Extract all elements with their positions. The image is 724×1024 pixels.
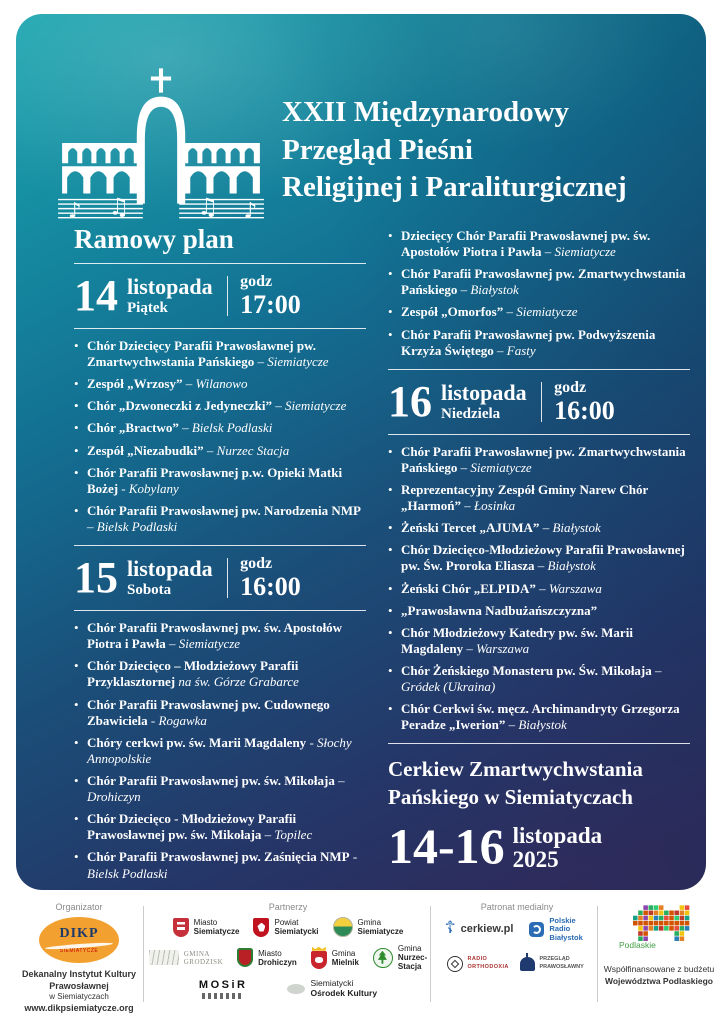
funding-line: Województwa Podlaskiego bbox=[605, 975, 713, 986]
ensemble-location: Wilanowo bbox=[195, 376, 248, 392]
partner-name-line1: Siemiatycki bbox=[310, 978, 354, 989]
venue-name bbox=[388, 756, 690, 812]
program-item: • Chór Parafii Prawosławnej pw. Zmartwychwstania Pańskiego – Siemiatycze bbox=[388, 444, 690, 476]
section-heading: Ramowy plan bbox=[74, 224, 234, 254]
program-item: • Zespół „Wrzosy” – Wilanowo bbox=[74, 376, 366, 392]
program-item: • Chór Parafii Prawosławnej p.w. Opieki Matki Bożej - Kobylany bbox=[74, 465, 366, 497]
time-value: 17:00 bbox=[240, 290, 301, 319]
dikp-logo-text: DIKP bbox=[59, 926, 99, 941]
siemiatycki-osrodek-kultury-logo bbox=[287, 984, 305, 994]
divider bbox=[74, 263, 366, 264]
program-item: • Żeński Chór „ELPIDA” – Warszawa bbox=[388, 581, 690, 597]
dikp-logo-subtext: SIEMIATYCZE bbox=[59, 948, 99, 954]
gmina-siemiatycze-logo bbox=[333, 917, 353, 937]
podlaskie-label: Podlaskie bbox=[619, 940, 656, 950]
cerkiew-pl-logo bbox=[445, 920, 514, 938]
weekday-label: Piątek bbox=[127, 300, 168, 316]
music-note-icon: ♫ bbox=[108, 193, 130, 221]
program-item: • Dziecięcy Chór Parafii Prawosławnej pw. św. Apostołów Piotra i Pawła – Siemiatycze bbox=[388, 228, 690, 260]
gmina-siemiatycze-partner bbox=[333, 917, 404, 937]
program-item: • Chór Cerkwi św. męcz. Archimandryty Grzegorza Peradze „Iwerion” – Białystok bbox=[388, 701, 690, 733]
weekday-label: Niedziela bbox=[441, 405, 501, 422]
partner-name-line1: Miasto bbox=[258, 948, 282, 958]
program-item bbox=[388, 603, 690, 619]
media-patron-name: cerkiew.pl bbox=[460, 923, 514, 936]
poster-panel bbox=[16, 14, 706, 890]
partner-name-line1: MOSiR bbox=[198, 978, 248, 991]
program-item: • Zespół „Omorfos” – Siemiatycze bbox=[388, 304, 690, 320]
divider bbox=[388, 434, 690, 435]
partner-name-line1: Gmina bbox=[397, 944, 422, 953]
ensemble-name: Reprezentacyjny Zespół Gminy Narew Chór „Harmoń” bbox=[401, 481, 648, 514]
music-note-icon: ♪ bbox=[243, 197, 258, 223]
day-number: 16 bbox=[388, 376, 432, 426]
ensemble-name: Chór Parafii Prawosławnej pw. św. Mikołaja bbox=[87, 772, 335, 788]
gmina-nurzec-stacja-logo bbox=[373, 948, 393, 968]
ensemble-name: Chór Dziecięco-Młodzieżowy Parafii Prawosławnej pw. Św. Proroka Eliasza bbox=[401, 542, 685, 574]
ensemble-name: Zespół „Omorfos” bbox=[401, 304, 504, 320]
time-value: 16:00 bbox=[240, 572, 301, 602]
funding-line: Współfinansowane z budżetu bbox=[603, 964, 715, 974]
month-label: listopada bbox=[127, 556, 213, 582]
partner-name-line2: Drohiczyn bbox=[258, 957, 297, 967]
organizer-website: www.dikpsiemiatycze.org bbox=[24, 1002, 134, 1013]
ensemble-location: Siemiatycze bbox=[516, 304, 578, 320]
partners-label: Partnerzy bbox=[268, 902, 308, 912]
program-list-day14 bbox=[74, 338, 366, 535]
miasto-drohiczyn-logo bbox=[237, 948, 253, 967]
divider bbox=[227, 276, 229, 316]
ensemble-name: „Prawosławna Nadbużańszczyzna” bbox=[401, 602, 598, 618]
month-label: listopada bbox=[127, 274, 213, 299]
polskie-radio-bialystok-logo bbox=[529, 917, 589, 942]
ensemble-location: Siemiatycze bbox=[470, 459, 532, 475]
title-line: Religijnej i Paraliturgicznej bbox=[282, 171, 627, 204]
ensemble-location: Rogawka bbox=[158, 712, 207, 728]
ensemble-location: Gródek (Ukraina) bbox=[401, 679, 496, 695]
ensemble-name: Chór Parafii Prawosławnej p.w. Opieki Matki Bożej bbox=[87, 464, 343, 496]
program-item: • Chór Parafii Prawosławnej pw. Zmartwychwstania Pańskiego – Białystok bbox=[388, 266, 690, 298]
program-list-day15 bbox=[74, 620, 366, 882]
month-label: listopada bbox=[441, 379, 527, 405]
ensemble-name: Chóry cerkwi pw. św. Marii Magdaleny bbox=[87, 734, 307, 750]
partners-row bbox=[150, 917, 426, 937]
ensemble-name: Chór Dziecięco – Młodzieżowy Parafii Przyklasztornej bbox=[87, 658, 299, 690]
gmina-mielnik-logo bbox=[311, 951, 327, 969]
media-patron-name: Polskie Radio Białystok bbox=[549, 916, 583, 942]
divider bbox=[227, 558, 229, 598]
divider bbox=[388, 369, 690, 370]
program-item: • Chór Dziecięcy Parafii Prawosławnej pw. Zmartwychwstania Pańskiego – Siemiatycze bbox=[74, 338, 366, 370]
polskie-radio-bialystok-icon bbox=[529, 922, 544, 937]
program-item: • Chór Parafii Prawosławnej pw. Cudownego Zbawiciela - Rogawka bbox=[74, 697, 366, 729]
program-item: • Żeński Tercet „AJUMA” – Białystok bbox=[388, 520, 690, 536]
program-item: • Chór Młodzieżowy Katedry pw. św. Marii Magdaleny – Warszawa bbox=[388, 625, 690, 657]
date-range: 14-16 bbox=[388, 818, 505, 875]
event-date-range bbox=[388, 818, 690, 875]
church-arches-icon bbox=[50, 52, 272, 224]
gmina-mielnik-partner bbox=[311, 947, 359, 969]
year-label: 2025 bbox=[512, 847, 559, 873]
ensemble-location: na św. Górze Grabarce bbox=[178, 674, 299, 690]
divider bbox=[74, 545, 366, 546]
program-item: • Reprezentacyjny Zespół Gminy Narew Chór „Harmoń” – Łosinka bbox=[388, 482, 690, 514]
powiat-siemiatycki-logo bbox=[253, 918, 269, 937]
hour-label: godz bbox=[554, 378, 587, 396]
time-value: 16:00 bbox=[554, 395, 615, 425]
date-header-14 bbox=[74, 271, 366, 321]
date-header-15 bbox=[74, 553, 366, 603]
ensemble-location: Drohiczyn bbox=[87, 789, 141, 805]
ensemble-location: Białystok bbox=[552, 520, 601, 536]
miasto-drohiczyn-partner bbox=[237, 948, 297, 967]
title-line: Przegląd Pieśni bbox=[282, 133, 473, 166]
divider bbox=[143, 906, 144, 1002]
ensemble-location: Słochy Annopolskie bbox=[87, 734, 352, 766]
ensemble-location: Warszawa bbox=[548, 580, 602, 596]
divider bbox=[74, 328, 366, 329]
media-patron-name: PRZEGLĄD PRAWOSŁAWNY bbox=[539, 956, 584, 970]
partner-name-line1: Powiat bbox=[274, 917, 299, 927]
poster-title bbox=[282, 94, 724, 207]
program-item: • Chór Dziecięco-Młodzieżowy Parafii Prawosławnej pw. Św. Proroka Eliasza – Białystok bbox=[388, 542, 690, 574]
venue-line: Pańskiego w Siemiatyczach bbox=[388, 785, 633, 810]
partner-name-line2: GRODZISK bbox=[183, 957, 224, 966]
mosir-partner bbox=[199, 979, 248, 1000]
program-list-day16 bbox=[388, 444, 690, 734]
siemiatycki-osrodek-kultury-partner bbox=[287, 979, 377, 999]
program-item bbox=[74, 658, 366, 690]
partners-row bbox=[150, 944, 426, 972]
powiat-siemiatycki-partner bbox=[253, 918, 318, 937]
ensemble-name: Chór Parafii Prawosławnej pw. Narodzenia NMP bbox=[87, 502, 361, 518]
media-patrons-label: Patronat medialny bbox=[480, 902, 554, 912]
ensemble-location: Siemiatycze bbox=[178, 636, 241, 652]
ensemble-name: Chór Parafii Prawosławnej pw. Zmartwychwstania Pańskiego bbox=[401, 443, 686, 475]
divider bbox=[74, 610, 366, 611]
partner-name-line1: Gmina bbox=[331, 948, 356, 958]
organizer-label: Organizator bbox=[55, 902, 103, 912]
media-patrons-section bbox=[438, 902, 596, 986]
media-patron-name: RADIO ORTHODOXIA bbox=[467, 956, 509, 970]
media-row bbox=[438, 956, 596, 972]
miasto-siemiatycze-partner bbox=[173, 918, 240, 937]
venue-line: Cerkiew Zmartwychwstania bbox=[388, 757, 643, 782]
ensemble-location: Fasty bbox=[506, 342, 536, 358]
organizer-section bbox=[18, 902, 140, 1014]
dikp-logo bbox=[39, 917, 119, 963]
footer bbox=[0, 892, 724, 1024]
ensemble-name: Chór Młodzieżowy Katedry pw. św. Marii Magdaleny bbox=[401, 624, 633, 656]
program-item: • Chór Parafii Prawosławnej pw. św. Apostołów Piotra i Pawła – Siemiatycze bbox=[74, 620, 366, 652]
media-row bbox=[438, 917, 596, 942]
partner-name-line2: Mielnik bbox=[331, 957, 359, 967]
month-label: listopada bbox=[512, 823, 603, 849]
ensemble-location: Warszawa bbox=[476, 640, 530, 656]
ensemble-name: Chór Parafii Prawosławnej pw. Cudownego Zbawiciela bbox=[87, 696, 330, 728]
day-number: 14 bbox=[74, 271, 118, 321]
gmina-grodzisk-logo bbox=[149, 950, 179, 965]
program-item: • Chór „Dzwoneczki z Jedyneczki” – Siemiatycze bbox=[74, 398, 366, 414]
date-header-16 bbox=[388, 377, 690, 427]
ensemble-location: Łosinka bbox=[473, 498, 516, 514]
divider bbox=[541, 382, 543, 422]
program-item: • Zespół „Niezabudki” – Nurzec Stacja bbox=[74, 443, 366, 459]
partners-row bbox=[150, 979, 426, 1000]
gmina-grodzisk-partner bbox=[149, 950, 223, 966]
program-item: • Chór Żeńskiego Monasteru pw. Św. Mikołaja – Gródek (Ukraina) bbox=[388, 663, 690, 695]
music-note-icon: ♪ bbox=[68, 197, 82, 223]
ensemble-location: Bielsk Podlaski bbox=[87, 865, 168, 881]
ensemble-location: Nurzec Stacja bbox=[216, 442, 290, 458]
ensemble-name: Chór „Dzwoneczki z Jedyneczki” bbox=[87, 398, 272, 414]
ensemble-name: Chór Parafii Prawosławnej pw. Zmartwychwstania Pańskiego bbox=[401, 266, 686, 298]
ensemble-name: Dziecięcy Chór Parafii Prawosławnej pw. św. Apostołów Piotra i Pawła bbox=[401, 228, 651, 260]
radio-orthodoxia-icon bbox=[447, 956, 463, 972]
program-item: • Chór Parafii Prawosławnej pw. Zaśnięcia NMP - Bielsk Podlaski bbox=[74, 849, 366, 881]
ensemble-name: Chór Żeńskiego Monasteru pw. Św. Mikołaja bbox=[401, 662, 652, 678]
divider bbox=[430, 906, 431, 1002]
church-music-logo bbox=[50, 52, 272, 224]
ensemble-name: Chór Parafii Prawosławnej pw. Podwyższenia Krzyża Świętego bbox=[401, 326, 656, 358]
ensemble-location: Siemiatycze bbox=[554, 244, 616, 260]
ensemble-location: Siemiatycze bbox=[284, 398, 347, 414]
partner-name-line1: Miasto bbox=[193, 917, 218, 927]
cerkiew-pl-icon bbox=[445, 920, 456, 938]
gmina-nurzec-stacja-partner bbox=[373, 944, 427, 972]
partner-name-line2: Nurzec-Stacja bbox=[397, 953, 428, 972]
przeglad-prawoslawny-logo bbox=[520, 956, 588, 971]
program-item: • Chór Dziecięco - Młodzieżowy Parafii Prawosławnej pw. św. Mikołaja – Topilec bbox=[74, 811, 366, 843]
ensemble-name: Chór Parafii Prawosławnej pw. św. Apostołów Piotra i Pawła bbox=[87, 620, 343, 652]
ensemble-location: Topilec bbox=[274, 827, 313, 843]
program-item: • Chór Parafii Prawosławnej pw. Podwyższenia Krzyża Świętego – Fasty bbox=[388, 327, 690, 359]
ensemble-name: Chór Parafii Prawosławnej pw. Zaśnięcia NMP bbox=[87, 849, 350, 865]
divider bbox=[388, 743, 690, 744]
program-item: • Chór Parafii Prawosławnej pw. św. Mikołaja – Drohiczyn bbox=[74, 773, 366, 805]
partner-name-line2: Siemiatycze bbox=[357, 927, 404, 936]
przeglad-prawoslawny-icon bbox=[520, 957, 535, 971]
podlaskie-bison-logo bbox=[619, 904, 691, 954]
program-list-day15-continued bbox=[388, 228, 690, 359]
program-item: • Chór Parafii Prawosławnej pw. Narodzenia NMP – Bielsk Podlaski bbox=[74, 503, 366, 535]
ensemble-location: Białystok bbox=[518, 717, 567, 733]
organizer-name: Dekanalny Instytut Kultury Prawosławnej bbox=[21, 969, 137, 991]
ensemble-name: Chór Dziecięco - Młodzieżowy Parafii Prawosławnej pw. św. Mikołaja bbox=[87, 811, 297, 843]
day-number: 15 bbox=[74, 553, 118, 603]
miasto-siemiatycze-logo bbox=[173, 918, 189, 937]
partner-name-line2: Siemiatycze bbox=[193, 927, 240, 936]
funding-section bbox=[601, 902, 717, 988]
divider bbox=[597, 906, 598, 1002]
ensemble-location: Siemiatycze bbox=[267, 354, 329, 370]
radio-orthodoxia-logo bbox=[447, 956, 509, 972]
ensemble-name: Zespół „Wrzosy” bbox=[87, 376, 183, 392]
program-item: • Chóry cerkwi pw. św. Marii Magdaleny - Słochy Annopolskie bbox=[74, 735, 366, 767]
program-item: • Chór „Bractwo” – Bielsk Podlaski bbox=[74, 420, 366, 436]
ensemble-name: Chór Cerkwi św. męcz. Archimandryty Grzegorza Peradze „Iwerion” bbox=[401, 701, 680, 733]
ensemble-name: Żeński Chór „ELPIDA” bbox=[401, 580, 536, 596]
partner-name-line2: Siemiatycki bbox=[274, 927, 319, 936]
ensemble-location: Kobylany bbox=[128, 480, 179, 496]
hour-label: godz bbox=[240, 555, 273, 573]
organizer-city: w Siemiatyczach bbox=[49, 992, 109, 1002]
hour-label: godz bbox=[240, 273, 273, 290]
ensemble-name: Chór Dziecięcy Parafii Prawosławnej pw. Zmartwychwstania Pańskiego bbox=[87, 338, 317, 370]
ensemble-name: Zespół „Niezabudki” bbox=[87, 442, 204, 458]
partners-section bbox=[150, 902, 426, 1006]
ensemble-name: Chór „Bractwo” bbox=[87, 420, 179, 436]
partner-name-line1: Gmina bbox=[357, 917, 382, 927]
program-column-right bbox=[388, 222, 690, 873]
ensemble-location: Bielsk Podlaski bbox=[191, 420, 273, 436]
weekday-label: Sobota bbox=[127, 582, 172, 599]
ensemble-location: Białystok bbox=[547, 558, 596, 574]
music-note-icon: ♫ bbox=[197, 193, 219, 221]
program-column-left bbox=[74, 224, 366, 892]
ensemble-location: Bielsk Podlaski bbox=[96, 518, 178, 534]
partner-name-line1: GMINA bbox=[183, 949, 210, 958]
ensemble-name: Żeński Tercet „AJUMA” bbox=[401, 520, 540, 536]
partner-name-line2: Ośrodek Kultury bbox=[310, 987, 378, 998]
title-line: XXII Międzynarodowy bbox=[282, 96, 570, 128]
ensemble-location: Białystok bbox=[470, 282, 519, 298]
